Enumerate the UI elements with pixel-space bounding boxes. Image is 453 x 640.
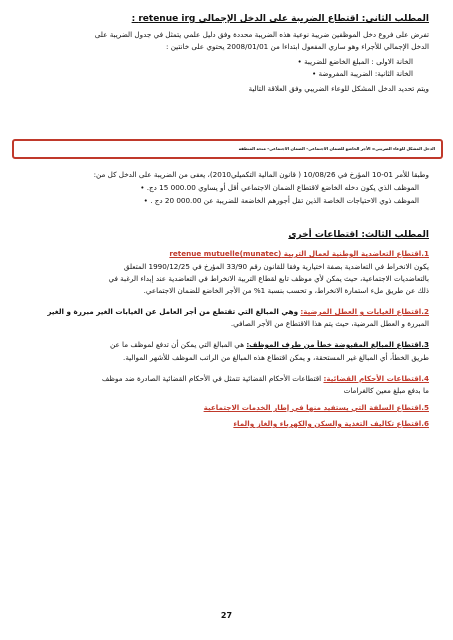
- item1-line1: يكون الانخراط في التعاضدية بصفة اختيارية وفقا للقانون رقم 33/90 المؤرخ في 1990/12/25 المتعلق: [123, 262, 429, 271]
- section2-heading: المطلب الثاني: اقتطاع الضريبة على الدخل الإجمالي retenue irg :: [131, 14, 429, 24]
- column2-item: الخانة الثانية: الضريبة المفروضة •: [312, 69, 413, 78]
- item5-title: 5.اقتطاع السلفة التي يستفيد منها في إطار الخدمات الاجتماعية: [203, 403, 429, 412]
- item1-title: 1.اقتطاع التعاضدية الوطنية لعمال التربية retenue mutuelle(munatec): [169, 249, 429, 258]
- section3-heading: المطلب الثالث: اقتطاعات أخرى: [288, 230, 429, 240]
- item2-line2: المبررة و العطل المرضية، حيث يتم هذا الاقتطاع من الأجر الصافي.: [230, 319, 429, 328]
- item2-title: 2.اقتطاع الغيابات و العطل المرضية:: [300, 307, 429, 316]
- item4-title: 4.اقتطاعات الأحكام القضائية:: [323, 374, 429, 383]
- formula-box: [12, 139, 443, 159]
- column1-item: الخانة الاولى : المبلغ الخاضع للضريبة •: [298, 57, 413, 66]
- formula-text: الدخل المشكل للوعاء الضريبي= الأجر الخاضع للضمان الاجتماعي– الضمان الاجتماعي– منحة المنطقة: [238, 146, 435, 151]
- item1-line2: بالتعاضديات الاجتماعية، حيث يمكن لأي موظف تابع لقطاع التربية الانخراط في التعاضدية عند إبداء الرغبة في: [108, 274, 429, 283]
- section2-intro-line1: تفرض على فروع دخل الموظفين ضريبة نوعية هذه الضريبة محددة وفق دليل علمي يتمثل في جدول الضريبة على: [94, 30, 429, 39]
- exemption-item-2: الموظف ذوي الاحتياجات الخاصة الذين تقل أجورهم الخاضعة للضريبة عن 000.00 20 دج . •: [144, 196, 419, 205]
- exemption-item-1: الموظف الذي يكون دخله الخاضع لاقتطاع الضمان الاجتماعي أقل أو يساوي 000.00 15 دج. •: [140, 183, 419, 192]
- item4-line2: ما بدفع مبلغ معين كالغرامات: [343, 386, 429, 395]
- law-line: وطبقا للأمر 01-10 المؤرخ في 10/08/26 ( قانون المالية التكميلي2010)، يعفى من الضريبة على الدخل كل من:: [93, 170, 429, 179]
- item3: [110, 340, 429, 349]
- item3-title: 3.اقتطاع المبالغ المقبوضة خطأ من طرف الموظف:: [246, 340, 429, 349]
- item2: [47, 307, 429, 316]
- item3-line2: طريق الخطأ، أي المبالغ غير المستحقة، و يمكن اقتطاع هذه المبالغ من الراتب الموظف للأشهر الموالية.: [123, 353, 429, 362]
- section2-intro-line2: الدخل الإجمالي للأجراء وهو ساري المفعول ابتداءا من 2008/01/01 يحتوي على خانتين :: [165, 42, 429, 51]
- page-number: 27: [220, 611, 233, 620]
- item3-text: هي المبالغ التي يمكن أن تدفع لموظف ما عن: [109, 340, 245, 349]
- item4: [102, 374, 429, 383]
- item2-text: وهي المبالغ التي تقتطع من أجر العامل عن الغيابات الغير مبررة و الغير: [47, 307, 299, 316]
- item1-line3: ذلك عن طريق ملء استمارة الانخراط، و تحسب بنسبة 1% من الأجر الخاضع للضمان الاجتماعي.: [143, 286, 429, 295]
- section2-outro: ويتم تحديد الدخل المشكل للوعاء الضريبي وفق العلاقة التالية: [248, 84, 429, 93]
- item4-text: اقتطاعات الأحكام القضائية تتمثل في الأحكام القضائية الصادرة ضد موظف: [101, 374, 322, 383]
- item6-title: 6.اقتطاع تكاليف التغذية والسكن والكهرباء والغاز والماء: [233, 419, 429, 428]
